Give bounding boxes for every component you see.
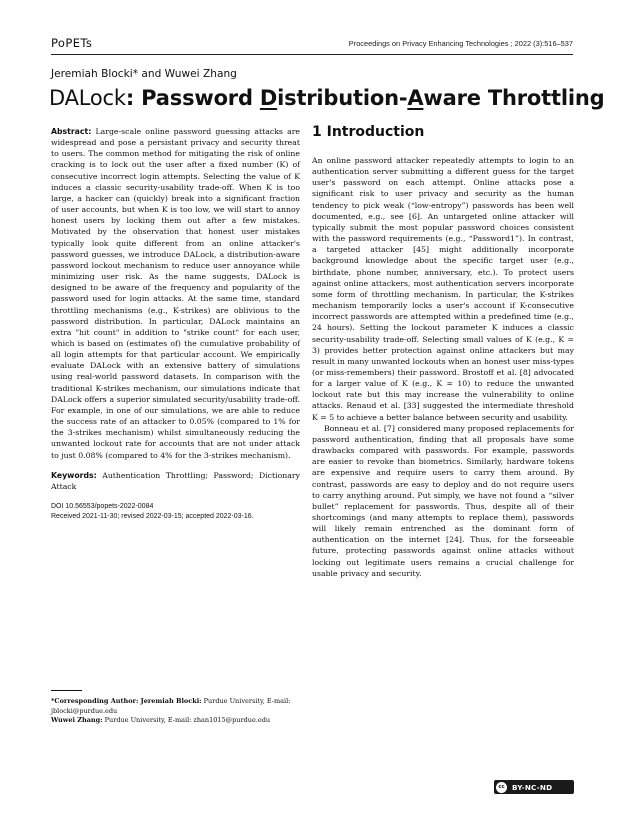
journal-short-name: PoPETs xyxy=(51,36,93,50)
header-rule xyxy=(51,54,573,55)
license-text: BY-NC-ND xyxy=(512,782,553,792)
title-dalock: DALock xyxy=(49,86,126,110)
publication-info xyxy=(51,502,300,522)
footnote-label: Wuwei Zhang: xyxy=(51,716,103,725)
cc-logo-icon: cc xyxy=(496,782,507,793)
footnote-text: Purdue University, E-mail: zhan1015@purdue.edu xyxy=(104,716,271,725)
footnote-label: *Corresponding Author: Jeremiah Blocki: xyxy=(51,697,202,705)
left-column xyxy=(51,126,300,522)
intro-paragraph-2: Bonneau et al. [7] considered many proposed replacements for password authentication, finding that all proposals have some drawbacks compared with passwords. For example, passwords are easier to revoke than biometrics. Similarly, hardware tokens are expensive and require users to carry them around. By contrast, passwords are easy to deploy and do not require users to carry anything around. Put simply, we have not found a “silver bullet” replacement for passwords. Thus, despite all of their shortcomings (and many attempts to replace them), passwords will likely remain entrenched as the dominant form of authentication on the internet [24]. Thus, for the forseeable future, protecting passwords against online attacks without locking out legitimate users remains a crucial challenge for usable privacy and security. xyxy=(312,423,574,578)
title-seg-2: : Password xyxy=(125,86,260,110)
footnote-rule xyxy=(51,690,82,691)
author-footnotes xyxy=(51,697,300,726)
title-seg-4: istribution- xyxy=(277,86,408,110)
keywords xyxy=(51,470,300,492)
intro-paragraph-1: An online password attacker repeatedly attempts to login to an authentication server submitting a different guess for the target user's password on each attempt. Online attacks pose a significant risk to user privacy and security as the human tendency to pick weak (“low-entropy”) passwords has been well documented, e.g., see [6]. An untargeted online attacker will typically submit the most popular password choices consistent with the password requirements (e.g., “Password1”). In contrast, a targeted attacker [45] might additionally incorporate background knowledge about the specific target user (e.g., birthdate, phone number, anniversary, etc.). To protect users against online attackers, most authentication servers incorporate some form of throttling mechanism. In particular, the K-strikes mechanism temporarily locks a user's account if K-consecutive incorrect passwords are attempted within a predefined time (e.g., 24 hours). Setting the lockout parameter K induces a classic security-usability trade-off. Selecting small values of K (e.g., K = 3) provides better protection against online attackers but may result in many unwanted lockouts when an honest user miss-types (or miss-remembers) their password. Brostoff et al. [8] advocated for a larger value of K (e.g., K = 10) to reduce the unwanted lockout rate but this may increase the vulnerability to online attacks. Renaud et al. [33] suggested the intermediate threshold K = 5 to achieve a better balance between security and usability. xyxy=(312,156,574,422)
author-line: Jeremiah Blocki* and Wuwei Zhang xyxy=(51,68,237,80)
abstract-label: Abstract: xyxy=(51,127,92,136)
section-heading: 1 Introduction xyxy=(312,124,425,140)
paper-title xyxy=(49,86,604,110)
license-badge[interactable] xyxy=(494,780,574,794)
keywords-label: Keywords: xyxy=(51,470,97,480)
right-column xyxy=(312,155,574,579)
keywords-text: Authentication Throttling; Password; Dictionary Attack xyxy=(51,470,300,491)
abstract-text: Large-scale online password guessing attacks are widespread and pose a persistant privacy and security threat to users. The common method for mitigating the risk of online cracking is to lock out the user after a fixed number (K) of consecutive incorrect login attempts. Selecting the value of K induces a classic security-usability trade-off. When K is too large, a hacker can (quickly) break into a significant fraction of user accounts, but when K is too low, we will start to annoy honest users by locking them out after a few mistakes. Motivated by the observation that honest user mistakes typically look quite different from an online attacker's password guesses, we introduce DALock, a distribution-aware password lockout mechanism to reduce user annoyance while minimizing user risk. As the name suggests, DALock is designed to be aware of the frequency and popularity of the password used for login attacks. At the same time, standard throttling mechanisms (e.g., K-strikes) are oblivious to the password distribution. In particular, DALock maintains an extra "hit count" in addition to "strike count" for each user, which is based on (estimates of) the cumulative probability of all login attempts for that particular account. We empirically evaluate DALock with an extensive battery of simulations using real-world password datasets. In comparison with the traditional K-strikes mechanism, our simulations indicate that DALock offers a superior simulated security/usability trade-off. For example, in one of our simulations, we are able to reduce the success rate of an attacker to 0.05% (compared to 1% for the 3-strikes mechanism) whilst simultaneously reducing the unwanted lockout rate for accounts that are not under attack to just 0.08% (compared to 4% for the 3-strikes mechanism). xyxy=(51,127,300,460)
footnote-text: Purdue University, E-mail: jblocki@purdue.edu xyxy=(51,697,291,715)
title-seg-3: D xyxy=(259,86,278,110)
journal-citation: Proceedings on Privacy Enhancing Technologies ; 2022 (3):516–537 xyxy=(348,39,573,48)
abstract xyxy=(51,126,300,461)
footnote-coauthor xyxy=(51,716,300,726)
title-seg-5: A xyxy=(407,86,424,110)
doi: DOI 10.56553/popets-2022-0084 xyxy=(51,503,154,510)
received-dates: Received 2021-11-30; revised 2022-03-15; accepted 2022-03-16. xyxy=(51,513,254,520)
footnote-corresponding xyxy=(51,697,300,716)
title-seg-6: ware Throttling xyxy=(423,86,605,110)
